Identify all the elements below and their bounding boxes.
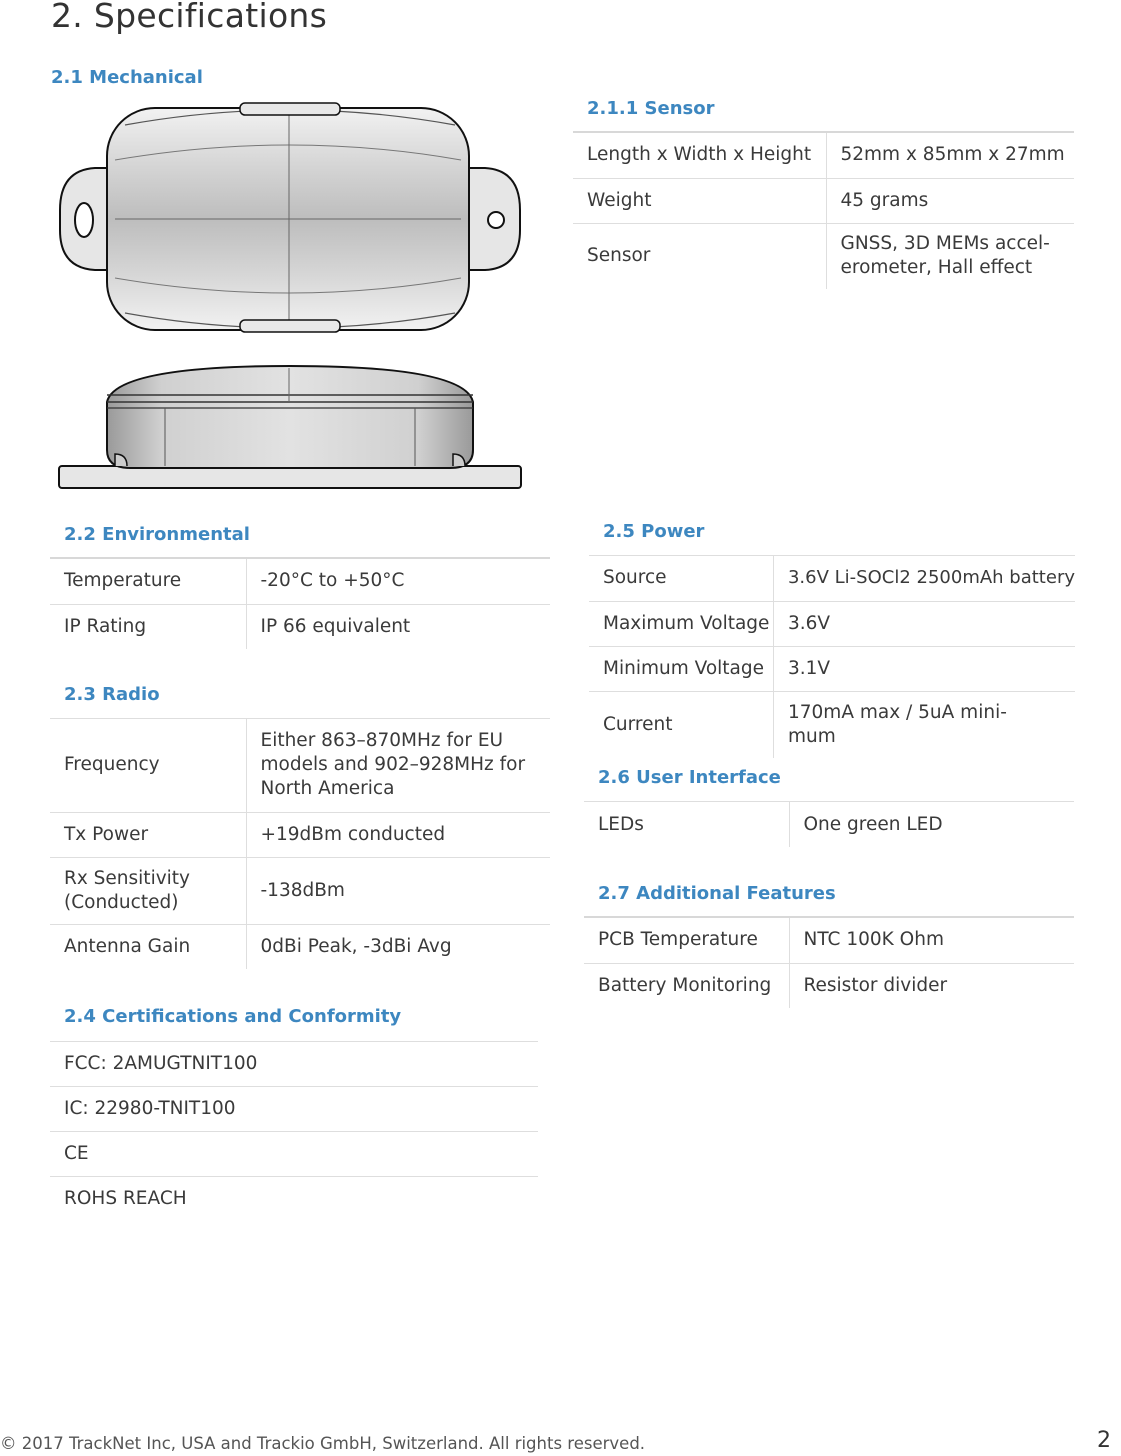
user-interface-table [584, 802, 1074, 847]
additional-features-table [584, 918, 1074, 1008]
power-table [589, 556, 1075, 758]
spec-label: LEDs [598, 813, 644, 835]
spec-value: Resistor divider [789, 963, 1074, 1008]
additional-features-heading: 2.7 Additional Features [598, 883, 836, 904]
spec-value: -138dBm [246, 857, 550, 924]
list-item: CE [50, 1132, 538, 1177]
spec-value: 52mm x 85mm x 27mm [826, 133, 1074, 178]
spec-label: Current [589, 691, 773, 758]
spec-label: IP Rating [50, 604, 246, 649]
spec-label: Source [603, 567, 667, 589]
spec-value: -20°C to +50°C [246, 559, 550, 604]
table-row [584, 802, 1074, 847]
table-row [50, 719, 550, 812]
spec-value: 3.6V Li-SOCl2 2500mAh battery [773, 556, 1075, 601]
spec-value: 0dBi Peak, -3dBi Avg [246, 924, 550, 969]
spec-label: Minimum Voltage [589, 646, 773, 691]
table-row [50, 924, 550, 969]
table-row [50, 812, 550, 857]
spec-label: Battery Monitoring [584, 963, 789, 1008]
list-item: ROHS REACH [64, 1188, 187, 1209]
table-row [50, 857, 550, 924]
table-row [589, 601, 1075, 646]
power-heading: 2.5 Power [603, 521, 705, 542]
table-row [589, 691, 1075, 758]
spec-value: 3.1V [773, 646, 1075, 691]
table-row [589, 646, 1075, 691]
spec-label: Length x Width x Height [587, 144, 812, 166]
sensor-heading: 2.1.1 Sensor [587, 98, 715, 119]
spec-value: NTC 100K Ohm [789, 918, 1074, 963]
table-row [573, 133, 1074, 178]
spec-value: GNSS, 3D MEMs accel-erometer, Hall effect [826, 223, 1074, 289]
table-row [573, 178, 1074, 223]
spec-label: Temperature [64, 570, 182, 592]
spec-value: One green LED [789, 802, 1074, 847]
spec-label: Tx Power [50, 812, 246, 857]
table-row [50, 559, 550, 604]
spec-label: Frequency [64, 754, 160, 776]
environmental-table [50, 559, 550, 649]
mechanical-heading: 2.1 Mechanical [51, 67, 203, 88]
table-row [50, 604, 550, 649]
spec-value: IP 66 equivalent [246, 604, 550, 649]
list-item: IC: 22980-TNIT100 [50, 1087, 538, 1132]
spec-label: Antenna Gain [50, 924, 246, 969]
radio-table [50, 719, 550, 969]
table-row [584, 918, 1074, 963]
spec-label: Weight [573, 178, 826, 223]
table-row [584, 963, 1074, 1008]
device-top-view [55, 100, 525, 335]
list-item: FCC: 2AMUGTNIT100 [50, 1042, 538, 1087]
page-number: 2 [1097, 1428, 1111, 1453]
spec-value: Either 863–870MHz for EU models and 902–928MHz for North America [246, 719, 550, 812]
spec-label: PCB Temperature [598, 929, 758, 951]
sensor-table [573, 133, 1074, 289]
certifications-heading: 2.4 Certifications and Conformity [64, 1006, 402, 1027]
certifications-list [50, 1042, 538, 1221]
radio-heading: 2.3 Radio [64, 684, 160, 705]
spec-value: 3.6V [773, 601, 1075, 646]
spec-value: 170mA max / 5uA mini-mum [773, 691, 1075, 758]
table-row [589, 556, 1075, 601]
page-title: 2. Specifications [51, 0, 328, 35]
footer-copyright: © 2017 TrackNet Inc, USA and Trackio GmbH, Switzerland. All rights reserved. [0, 1434, 646, 1453]
spec-label: Sensor [573, 223, 826, 289]
table-row [573, 223, 1074, 289]
spec-label: Rx Sensitivity (Conducted) [50, 857, 246, 924]
environmental-heading: 2.2 Environmental [64, 524, 250, 545]
spec-label: Maximum Voltage [589, 601, 773, 646]
device-side-view [55, 362, 525, 492]
user-interface-heading: 2.6 User Interface [598, 767, 781, 788]
spec-value: +19dBm conducted [246, 812, 550, 857]
spec-value: 45 grams [826, 178, 1074, 223]
